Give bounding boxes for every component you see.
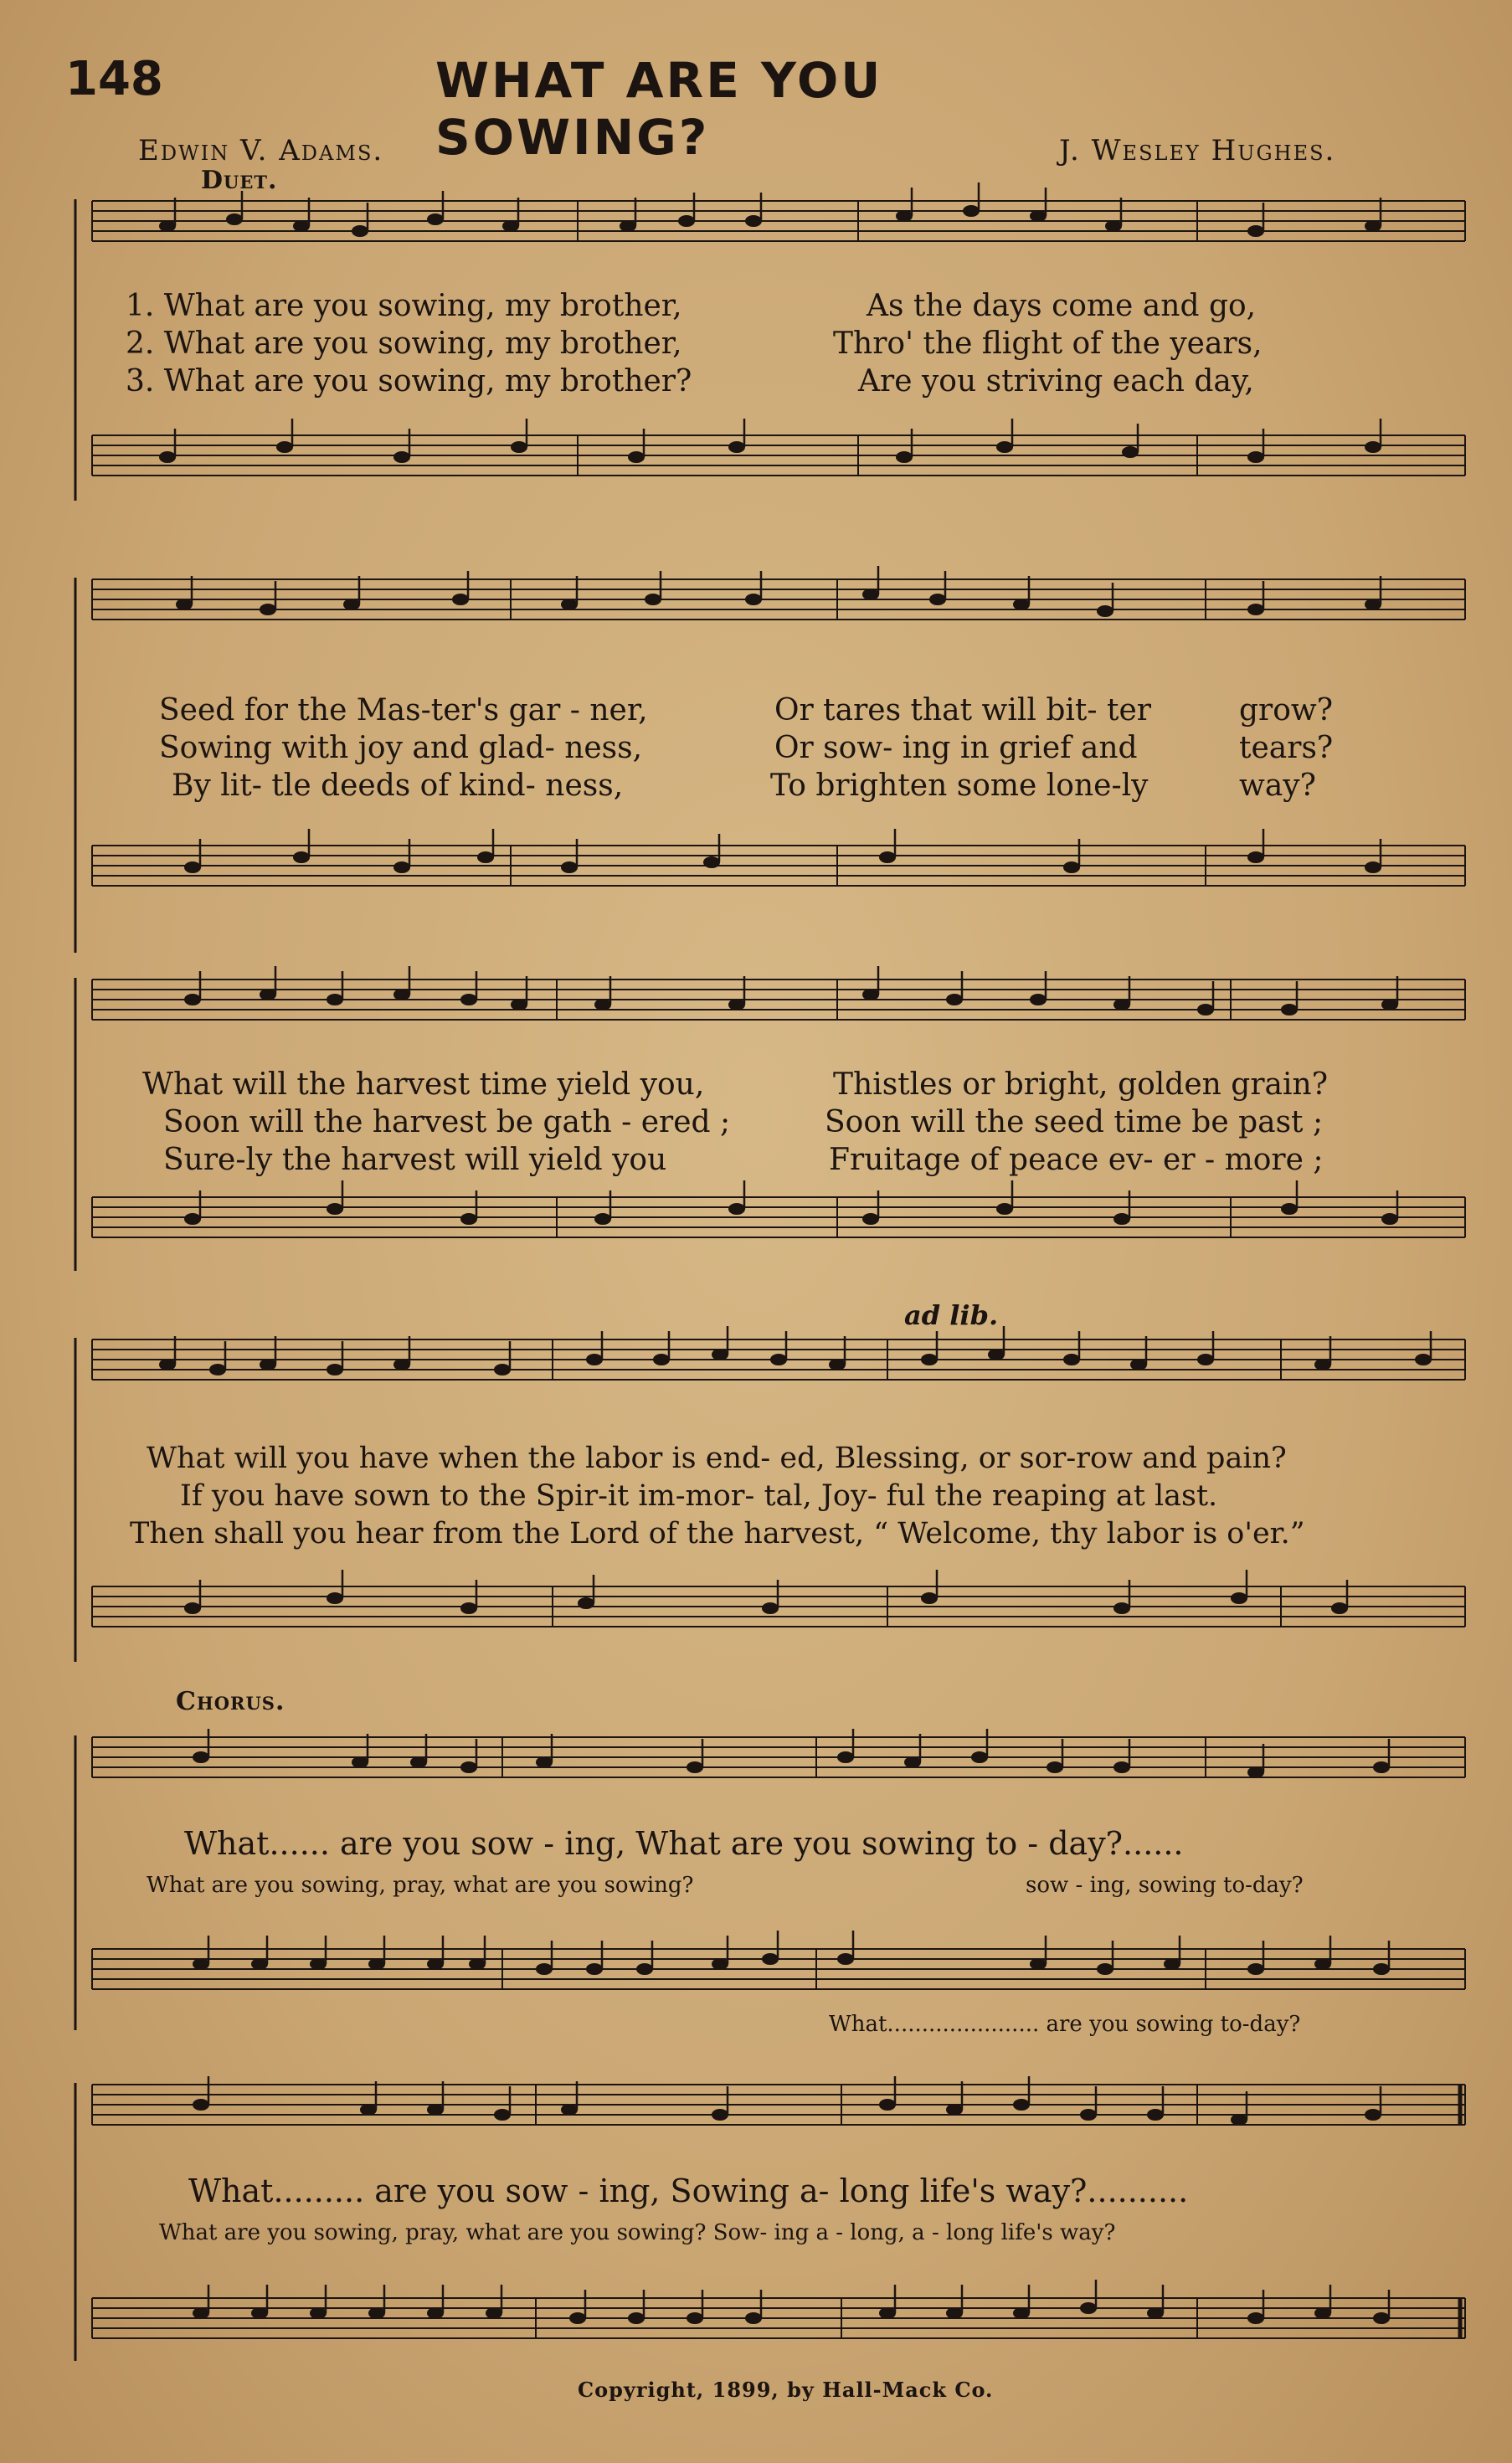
- verse2-line2-left: Sowing with joy and glad- ness,: [159, 731, 643, 765]
- lyricist-credit: Edwin V. Adams.: [138, 134, 384, 167]
- chorus-label: Chorus.: [176, 1687, 285, 1716]
- verse3-line1-right: Are you striving each day,: [858, 364, 1254, 399]
- chorus-line2-alto: What are you sowing, pray, what are you sowing? Sow- ing a - long, a - long life's way?: [159, 2220, 1116, 2245]
- verse1-line3-right: Thistles or bright, golden grain?: [833, 1067, 1328, 1102]
- verse3-line3-left: Sure-ly the harvest will yield you: [163, 1143, 667, 1177]
- chorus-line2-main: What......... are you sow - ing, Sowing a- long life's way?..........: [188, 2172, 1189, 2209]
- verse1-line1-right: As the days come and go,: [867, 289, 1257, 323]
- verse1-line4: What will you have when the labor is end- ed, Blessing, or sor-row and pain?: [147, 1442, 1287, 1475]
- verse2-line1-right: Thro' the flight of the years,: [833, 327, 1263, 361]
- verse1-line1-left: 1. What are you sowing, my brother,: [126, 289, 682, 323]
- staff-treble-6: [92, 2085, 1465, 2125]
- chorus-line1-main: What...... are you sow - ing, What are you sowing to - day?......: [184, 1825, 1184, 1862]
- page-title: WHAT ARE YOU SOWING?: [435, 52, 883, 166]
- page-number: 148: [65, 52, 163, 106]
- verse2-line3-right: Soon will the seed time be past ;: [825, 1105, 1324, 1139]
- verse2-line2-mid: Or sow- ing in grief and: [774, 731, 1138, 765]
- verse1-line2-left: Seed for the Mas-ter's gar - ner,: [159, 693, 648, 728]
- verse2-line4: If you have sown to the Spir-it im-mor- tal, Joy- ful the reaping at last.: [180, 1479, 1218, 1513]
- verse1-line3-left: What will the harvest time yield you,: [142, 1067, 705, 1102]
- verse1-line2-mid: Or tares that will bit- ter: [774, 693, 1151, 728]
- verse1-line2-end: grow?: [1239, 693, 1334, 728]
- composer-credit: J. Wesley Hughes.: [1059, 134, 1336, 167]
- staff-bass-2: [92, 846, 1465, 886]
- verse2-line1-left: 2. What are you sowing, my brother,: [126, 327, 682, 361]
- verse3-line3-right: Fruitage of peace ev- er - more ;: [829, 1143, 1324, 1177]
- verse3-line2-end: way?: [1239, 769, 1316, 803]
- verse3-line2-mid: To brighten some lone-ly: [770, 769, 1149, 803]
- duet-label: Duet.: [201, 166, 278, 195]
- ad-lib-marking: ad lib.: [904, 1299, 999, 1331]
- copyright-notice: Copyright, 1899, by Hall-Mack Co.: [578, 2378, 994, 2402]
- chorus-line1-alto-right: sow - ing, sowing to-day?: [1026, 1873, 1304, 1898]
- verse3-line4: Then shall you hear from the Lord of the harvest, “ Welcome, thy labor is o'er.”: [130, 1517, 1305, 1550]
- staff-treble-3: [92, 980, 1465, 1020]
- chorus-line1-alto: What are you sowing, pray, what are you sowing?: [147, 1873, 694, 1898]
- chorus-line1-bass: What...................... are you sowing to-day?: [829, 2012, 1301, 2037]
- staff-bass-3: [92, 1197, 1465, 1237]
- verse3-line2-left: By lit- tle deeds of kind- ness,: [172, 769, 624, 803]
- verse2-line2-end: tears?: [1239, 731, 1334, 765]
- verse2-line3-left: Soon will the harvest be gath - ered ;: [163, 1105, 731, 1139]
- verse3-line1-left: 3. What are you sowing, my brother?: [126, 364, 692, 399]
